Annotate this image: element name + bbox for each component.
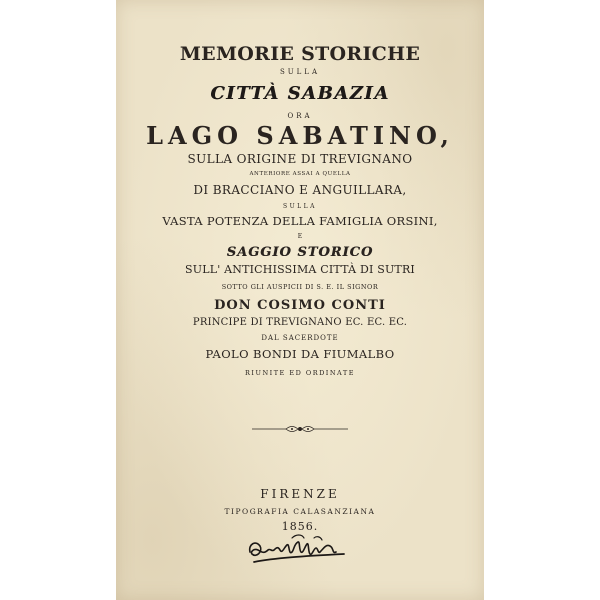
text-author: PAOLO BONDI DA FIUMALBO <box>205 347 395 361</box>
text-sulla-2: SULLA <box>283 203 317 210</box>
title-lago-sabatino: LAGO SABATINO, <box>146 121 454 150</box>
text-don-cosimo-conti: DON COSIMO CONTI <box>214 298 386 313</box>
imprint-printer: TIPOGRAFIA CALASANZIANA <box>224 507 376 516</box>
book-title-page <box>116 0 484 600</box>
text-anteriore: ANTERIORE ASSAI A QUELLA <box>249 171 351 177</box>
text-famiglia-orsini: VASTA POTENZA DELLA FAMIGLIA ORSINI, <box>162 214 438 228</box>
text-e: E <box>297 233 303 240</box>
title-memorie-storiche: MEMORIE STORICHE <box>179 43 421 65</box>
text-dal-sacerdote: DAL SACERDOTE <box>261 334 339 342</box>
text-citta-sutri: SULL' ANTICHISSIMA CITTÀ DI SUTRI <box>185 263 415 276</box>
text-riunite: RIUNITE ED ORDINATE <box>245 369 355 377</box>
text-auspicii: SOTTO GLI AUSPICII DI S. E. IL SIGNOR <box>221 283 379 291</box>
divider-ornament <box>250 422 350 436</box>
text-principe: PRINCIPE DI TREVIGNANO EC. EC. EC. <box>192 317 408 328</box>
imprint-city: FIRENZE <box>260 487 340 501</box>
title-saggio-storico: SAGGIO STORICO <box>226 245 374 260</box>
text-origine-trevignano: SULLA ORIGINE DI TREVIGNANO <box>187 152 413 166</box>
text-sulla: SULLA <box>279 68 321 76</box>
title-citta-sabazia: CITTÀ SABAZIA <box>210 83 390 104</box>
handwritten-signature <box>244 526 350 570</box>
imprint-year: 1856. <box>281 520 319 533</box>
text-bracciano-anguillara: DI BRACCIANO E ANGUILLARA, <box>193 183 407 197</box>
text-ora: ORA <box>287 112 313 120</box>
